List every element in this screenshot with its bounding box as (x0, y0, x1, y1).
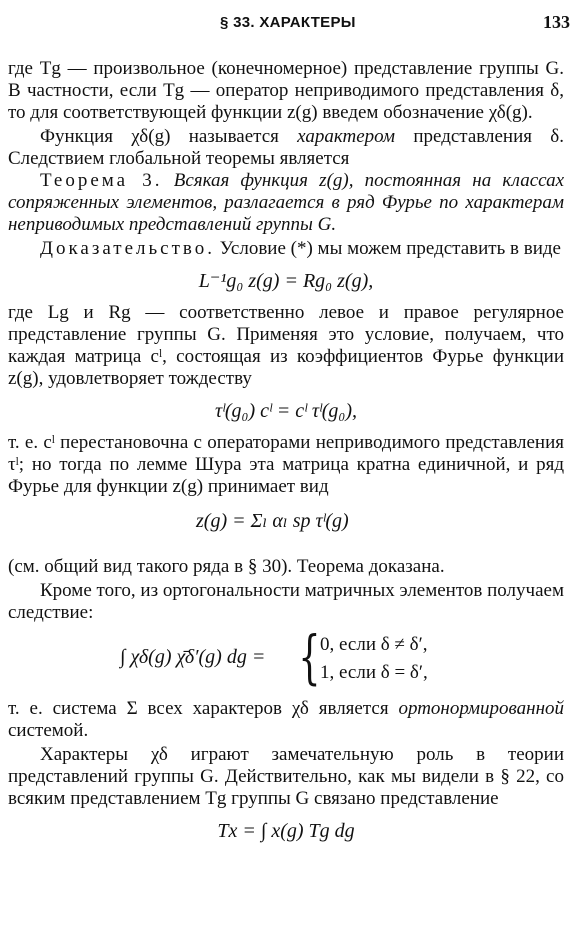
paragraph (8, 126, 564, 170)
formula: Tx = ∫ x(g) Tg dg (217, 820, 355, 842)
theorem-paragraph (8, 170, 564, 236)
text-run: Условие (*) мы можем представить в виде (215, 238, 561, 259)
paragraph (8, 698, 564, 742)
paragraph: где Lg и Rg — соответственно левое и правое регулярное представление группы G. Применяя это условие, получаем, что каждая матрица cˡ, состоящая из коэффициентов Фурье функции z(g), удовлетворяет тождеству (8, 302, 564, 389)
formula-case: 1, если δ = δ′, (320, 662, 428, 683)
formula: τˡ(g₀) cˡ = cˡ τˡ(g₀), (214, 400, 357, 422)
text-run: Функция χδ(g) называется (40, 126, 298, 147)
text-run: т. е. система Σ всех характеров χδ является (8, 698, 399, 719)
emphasis-text: характером (297, 126, 396, 147)
paragraph: (см. общий вид такого ряда в § 30). Теорема доказана. (8, 556, 445, 577)
formula-block (8, 502, 564, 550)
paragraph: где Tg — произвольное (конечномерное) представление группы G. В частности, если Tg — оператор неприводимого представления δ, то для соответствующей функции z(g) введем обозначение χδ(g). (8, 58, 564, 123)
proof-label: Доказательство. (40, 238, 215, 259)
proof-paragraph (8, 238, 564, 260)
orthogonality-formula (8, 623, 564, 691)
page-body (8, 58, 564, 852)
paragraph: Кроме того, из ортогональности матричных элементов получаем следствие: (8, 580, 564, 623)
emphasis-text: ортонормированной (398, 698, 564, 719)
theorem-label: Теорема 3. (40, 170, 163, 191)
text-run: системой. (8, 720, 89, 741)
page-header (0, 10, 580, 38)
page-number: 133 (543, 12, 570, 32)
brace-symbol: { (298, 623, 321, 691)
formula-case: 0, если δ ≠ δ′, (320, 634, 428, 655)
running-title: § 33. ХАРАКТЕРЫ (220, 14, 356, 31)
paragraph: т. е. cˡ перестановочна с операторами неприводимого представления τˡ; но тогда по лемме Шура эта матрица кратна единичной, и ряд Фурье для функции z(g) принимает вид (8, 432, 564, 497)
formula: z(g) = Σₗ αₗ sp τˡ(g) (196, 510, 349, 532)
formula-lhs: ∫ χδ(g) χ̄δ′(g) dg = (120, 646, 266, 668)
formula: L⁻¹g₀ z(g) = Rg₀ z(g), (198, 270, 374, 292)
theorem-statement: Всякая функция z(g), постоянная на классах сопряженных элементов, разлагается в ряд Фурье по характерам неприводимых представлений группы G. (8, 170, 565, 235)
text-run: представления δ. Следствием глобальной теоремы является (8, 126, 564, 169)
paragraph: Характеры χδ играют замечательную роль в теории представлений группы G. Действительно, как мы видели в § 22, со всяким представлением Tg группы G связано представление (8, 744, 564, 809)
